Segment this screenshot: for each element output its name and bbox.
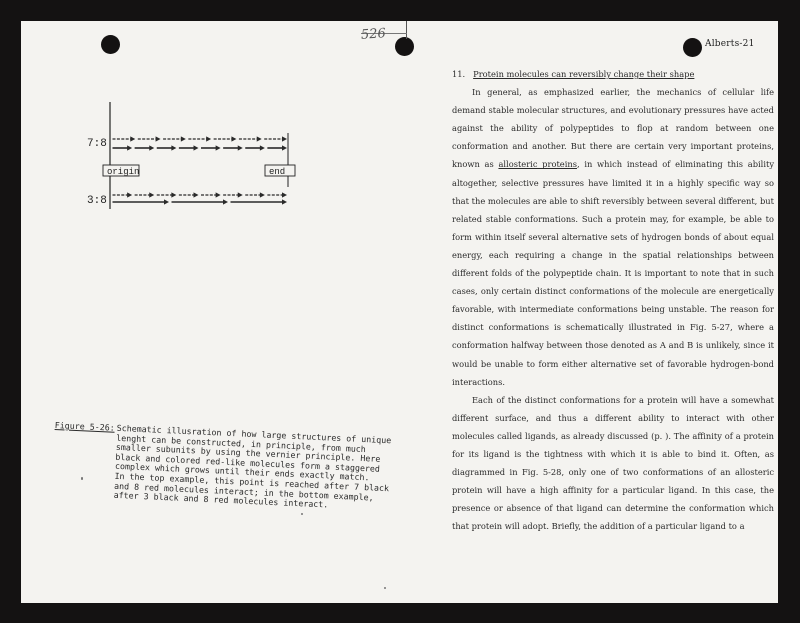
term-allosteric-proteins: allosteric proteins — [498, 159, 577, 170]
arrow-head — [127, 145, 132, 150]
speck — [81, 477, 83, 480]
arrow-head — [282, 192, 287, 197]
arrow-head — [216, 192, 221, 197]
origin-label: origin — [107, 167, 140, 177]
document-page — [21, 21, 778, 603]
paragraph-2 — [452, 391, 774, 536]
arrow-head — [216, 145, 221, 150]
top-black-arrows — [113, 136, 288, 141]
arrow-head — [282, 136, 287, 141]
speck — [384, 587, 386, 589]
arrow-head — [194, 192, 199, 197]
punch-hole-left — [101, 35, 120, 54]
arrow-head — [206, 136, 211, 141]
arrow-head — [149, 192, 154, 197]
arrow-head — [238, 192, 243, 197]
arrow-head — [130, 136, 135, 141]
speck — [301, 513, 303, 515]
arrow-head — [171, 145, 176, 150]
caption-text: Schematic illusration of how large structures of unique lenght can be constructed, in principle, from much smaller subunits by using the vernier principle. Here black and colored red-like molecules form a staggered complex which grows until their ends exactly match. In the top example, this point is reached after 7 black and 8 red molecules interact; in the bottom example, after 3 black and 8 red molecules interact. — [113, 422, 392, 510]
paragraph-text: In general, as emphasized earlier, the mechanics of cellular life demand stable molecular structures, and evolutionary pressures have acted against the ability of polypeptides to flop at random between one conformation and another. But there are certain very important proteins, known as — [452, 87, 774, 170]
punch-hole-right — [683, 38, 702, 57]
section-number: 11. — [452, 69, 466, 79]
arrow-head — [231, 136, 236, 141]
paragraph-text: Each of the distinct conformations for a protein will have a somewhat different surface, and thus a different ability to interact with other molecules called ligands, as already discussed (p. ). The affinity of a protein for its ligand is the tightness with which it is able to bind it. Often, as diagrammed in Fig. 5-28, only one of two conformations of an allosteric protein will have a high affinity for a particular ligand. In this case, the presence or absence of that ligand can determine the conformation which that protein will adopt. Briefly, the addition of a particular ligand to a — [452, 394, 774, 532]
vernier-diagram — [81, 99, 311, 209]
arrow-head — [260, 145, 265, 150]
arrow-head — [181, 136, 186, 141]
arrow-head — [149, 145, 154, 150]
top-ratio-label: 7:8 — [87, 138, 107, 150]
end-label: end — [269, 167, 286, 177]
arrow-head — [238, 145, 243, 150]
bottom-black-arrows — [113, 199, 288, 204]
arrow-head — [171, 192, 176, 197]
body-text-column — [452, 65, 774, 535]
caption-label: Figure 5-26: — [54, 420, 115, 433]
figure-caption — [52, 421, 395, 513]
handwritten-page-number: 526 — [360, 26, 387, 43]
arrow-head — [282, 145, 287, 150]
section-title: Protein molecules can reversibly change their shape — [473, 69, 695, 79]
page-identifier: Alberts-21 — [705, 39, 755, 49]
section-heading — [452, 65, 774, 83]
fold-mark — [406, 21, 407, 39]
arrow-head — [223, 199, 228, 204]
arrow-head — [164, 199, 169, 204]
arrow-head — [260, 192, 265, 197]
arrow-head — [257, 136, 262, 141]
paragraph-1 — [452, 83, 774, 391]
arrow-head — [194, 145, 199, 150]
arrow-head — [127, 192, 132, 197]
arrow-head — [156, 136, 161, 141]
punch-hole-center — [395, 37, 414, 56]
paragraph-text: , in which instead of eliminating this ability altogether, selective pressures have limited it in a highly specific way so that the molecules are able to shift reversibly between several different, but related stable conformations. Such a protein may, for example, be able to form within itself several alternative sets of hydrogen bonds of about equal energy, each requiring a change in the spatial relationships between different folds of the polypeptide chain. It is important to note that in such cases, only certain distinct conformations of the molecule are energetically favorable, with intermediate conformations being unstable. The reason for distinct conformations is schematically illustrated in Fig. 5-27, where a conformation halfway between those denoted as A and B is unlikely, since it would be unable to form either alternative set of favorable hydrogen-bond interactions. — [452, 159, 775, 387]
top-red-arrows — [113, 145, 288, 150]
bottom-red-arrows — [113, 192, 288, 197]
bottom-ratio-label: 3:8 — [87, 195, 107, 207]
arrow-head — [282, 199, 287, 204]
